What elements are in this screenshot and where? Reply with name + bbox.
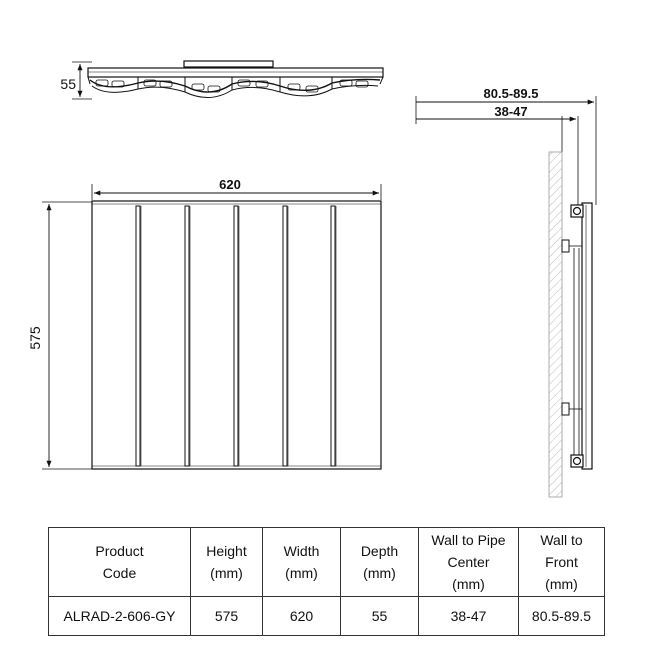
header-line: (mm) [545, 576, 578, 592]
depth-dimension-label: 55 [60, 76, 76, 92]
spec-table [48, 527, 605, 636]
header-line: Code [102, 565, 137, 581]
front-view [27, 177, 381, 469]
header-line: Front [545, 554, 578, 570]
cell-wall-to-front: 80.5-89.5 [519, 597, 605, 636]
header-width [263, 528, 341, 597]
header-line: Height [206, 543, 247, 559]
header-line: (mm) [363, 565, 396, 581]
top-view [60, 61, 383, 99]
header-line: (mm) [452, 576, 485, 592]
height-dimension-label: 575 [27, 326, 43, 350]
header-product-code [49, 528, 191, 597]
cell-depth: 55 [341, 597, 419, 636]
header-wall-to-pipe [419, 528, 519, 597]
header-line: Width [283, 543, 320, 559]
header-line: Center [447, 554, 490, 570]
header-line: Wall to Pipe [431, 532, 506, 548]
cell-height: 575 [191, 597, 263, 636]
cell-wall-to-pipe: 38-47 [419, 597, 519, 636]
width-dimension-label: 620 [219, 177, 241, 192]
cell-width: 620 [263, 597, 341, 636]
wall-section [549, 152, 562, 497]
header-line: Depth [360, 543, 399, 559]
header-line: (mm) [210, 565, 243, 581]
spec-table-row [49, 597, 605, 636]
header-line: (mm) [285, 565, 318, 581]
cell-product-code: ALRAD-2-606-GY [49, 597, 191, 636]
header-wall-to-front [519, 528, 605, 597]
header-height [191, 528, 263, 597]
header-line: Product [95, 543, 144, 559]
wall-to-front-dimension-label: 80.5-89.5 [483, 86, 539, 101]
header-line: Wall to [540, 532, 583, 548]
header-depth [341, 528, 419, 597]
wall-to-pipe-dimension-label: 38-47 [494, 104, 528, 119]
side-view [416, 86, 596, 497]
spec-table-header-row [49, 528, 605, 597]
